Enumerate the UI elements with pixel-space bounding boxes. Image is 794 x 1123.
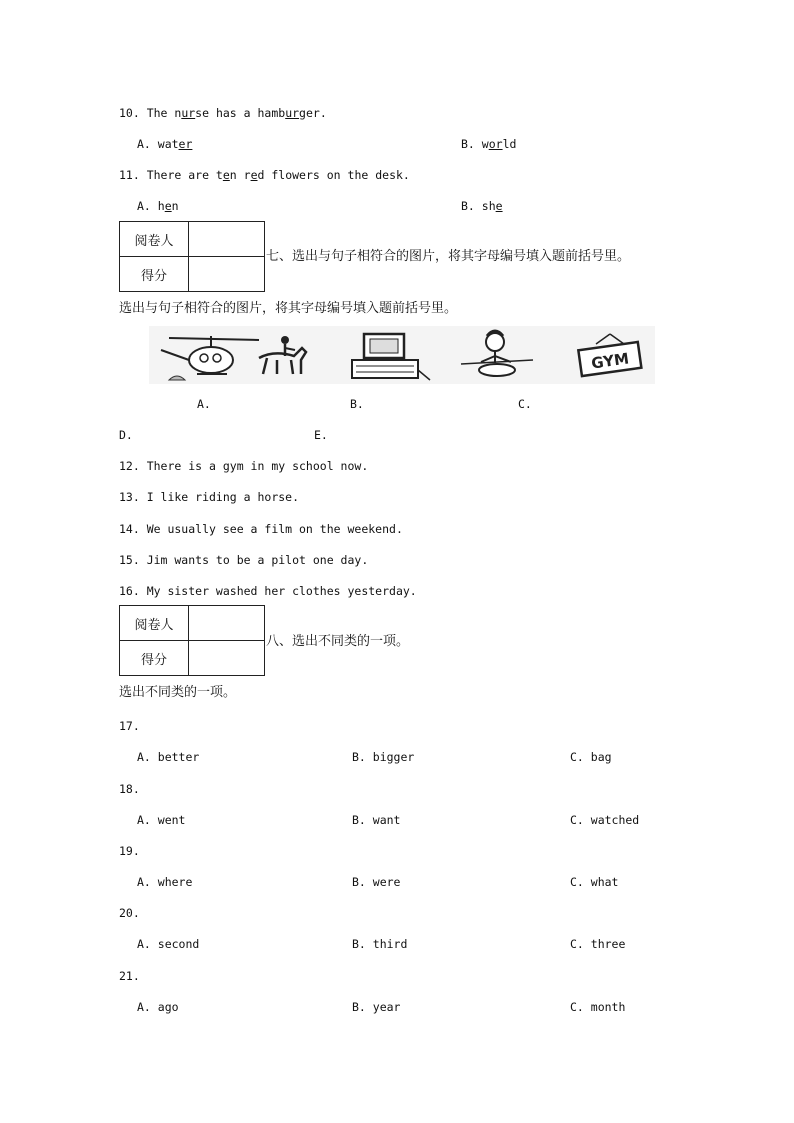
section7-heading: 七、选出与句子相符合的图片，将其字母编号填入题前括号里。	[266, 249, 631, 264]
q20-option-b[interactable]: B. third	[352, 937, 408, 951]
option-text: B. sh	[461, 199, 496, 213]
q20-option-c[interactable]: C. three	[570, 937, 626, 951]
q17-option-a[interactable]: A. better	[137, 750, 200, 764]
q10-option-b[interactable]	[461, 137, 516, 151]
score-table-8	[119, 605, 265, 676]
option-text: B. w	[461, 137, 489, 151]
q21-option-c[interactable]: C. month	[570, 1000, 626, 1014]
option-underlined: e	[495, 199, 503, 213]
q11-stem-text: 11. There are t	[119, 168, 223, 182]
q11-stem	[119, 168, 410, 182]
q11-option-a[interactable]	[137, 199, 179, 213]
washing-clothes-picture	[457, 328, 537, 384]
section8-heading: 八、选出不同类的一项。	[266, 634, 410, 649]
reviewer-label: 阅卷人	[120, 222, 189, 257]
computer-picture	[344, 330, 434, 384]
q18-number: 18.	[119, 782, 140, 796]
q18-option-b[interactable]: B. want	[352, 813, 401, 827]
picture-label-a: A.	[197, 397, 211, 411]
q13-stem: 13. I like riding a horse.	[119, 490, 300, 504]
q10-underlined-1: ur	[181, 106, 196, 120]
q15-stem: 15. Jim wants to be a pilot one day.	[119, 553, 369, 567]
q14-stem: 14. We usually see a film on the weekend.	[119, 522, 403, 536]
q21-option-a[interactable]: A. ago	[137, 1000, 179, 1014]
reviewer-label: 阅卷人	[120, 606, 189, 641]
option-text: A. h	[137, 199, 165, 213]
option-text: ld	[502, 137, 517, 151]
q21-number: 21.	[119, 969, 140, 983]
option-underlined: or	[488, 137, 503, 151]
q20-option-a[interactable]: A. second	[137, 937, 200, 951]
q19-option-a[interactable]: A. where	[137, 875, 193, 889]
q16-stem: 16. My sister washed her clothes yesterday.	[119, 584, 417, 598]
score-cell[interactable]	[189, 257, 265, 292]
q21-option-b[interactable]: B. year	[352, 1000, 401, 1014]
score-label: 得分	[120, 641, 189, 676]
q20-number: 20.	[119, 906, 140, 920]
gym-sign-picture	[574, 332, 646, 380]
q18-option-a[interactable]: A. went	[137, 813, 186, 827]
score-label: 得分	[120, 257, 189, 292]
q10-underlined-2: ur	[285, 106, 300, 120]
q19-option-b[interactable]: B. were	[352, 875, 401, 889]
q10-stem-text: ger.	[299, 106, 327, 120]
score-table-7	[119, 221, 265, 292]
picture-label-e: E.	[314, 428, 328, 442]
score-cell[interactable]	[189, 641, 265, 676]
reviewer-cell[interactable]	[189, 606, 265, 641]
q11-stem-text: n r	[229, 168, 251, 182]
picture-label-d: D.	[119, 428, 133, 442]
q10-stem-text: se has a hamb	[195, 106, 286, 120]
option-text: n	[171, 199, 179, 213]
q12-stem: 12. There is a gym in my school now.	[119, 459, 369, 473]
reviewer-cell[interactable]	[189, 222, 265, 257]
gym-sign-text: GYM	[590, 349, 631, 373]
picture-strip	[149, 326, 655, 384]
q17-number: 17.	[119, 719, 140, 733]
q11-stem-text: d flowers on the desk.	[257, 168, 410, 182]
q17-option-b[interactable]: B. bigger	[352, 750, 415, 764]
q10-stem-text: 10. The n	[119, 106, 182, 120]
section7-instruction: 选出与句子相符合的图片，将其字母编号填入题前括号里。	[119, 301, 458, 316]
section8-instruction: 选出不同类的一项。	[119, 685, 237, 700]
q19-number: 19.	[119, 844, 140, 858]
horse-rider-picture	[249, 328, 319, 384]
q10-stem	[119, 106, 327, 120]
q10-option-a[interactable]	[137, 137, 192, 151]
q17-option-c[interactable]: C. bag	[570, 750, 612, 764]
q11-underlined-2: e	[250, 168, 258, 182]
q19-option-c[interactable]: C. what	[570, 875, 619, 889]
option-underlined: e	[164, 199, 172, 213]
q18-option-c[interactable]: C. watched	[570, 813, 640, 827]
option-underlined: er	[178, 137, 193, 151]
q11-underlined-1: e	[222, 168, 230, 182]
picture-label-b: B.	[350, 397, 364, 411]
picture-label-c: C.	[518, 397, 532, 411]
option-text: A. wat	[137, 137, 179, 151]
q11-option-b[interactable]	[461, 199, 503, 213]
